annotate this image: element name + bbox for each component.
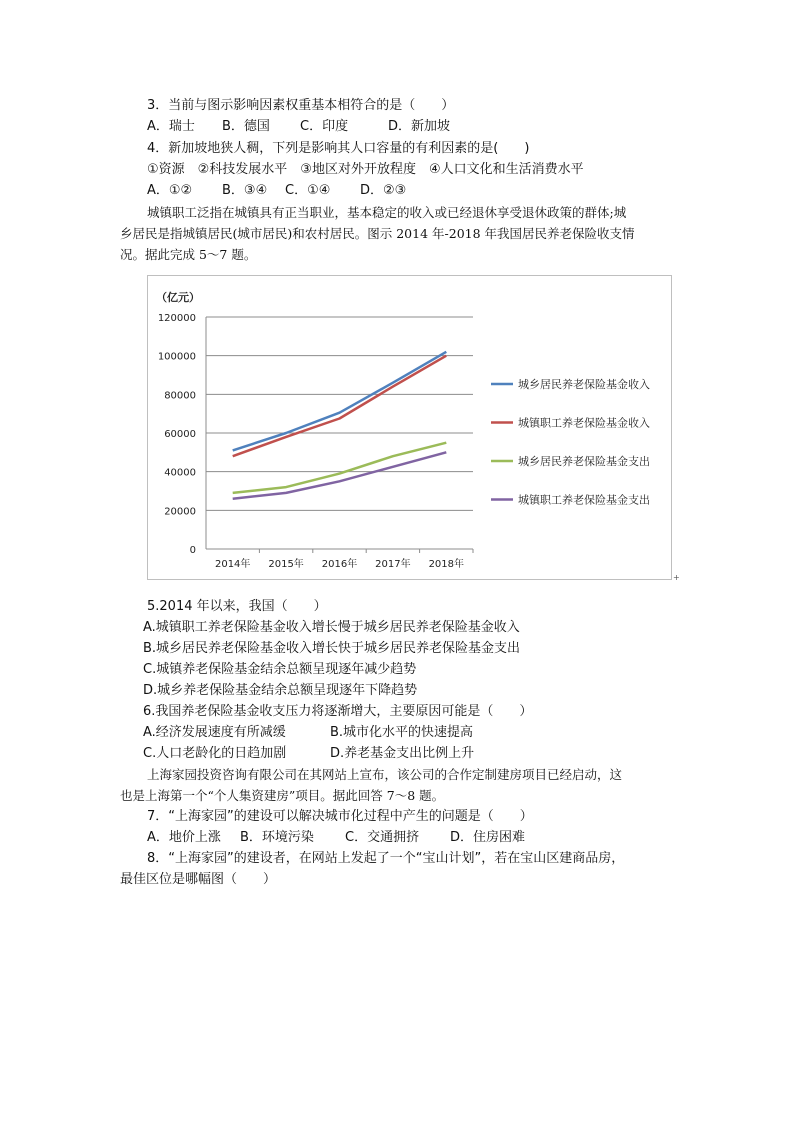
y-tick-label: 80000 (164, 390, 196, 402)
question-3-stem: 3．当前与图示影响因素权重基本相符合的是（ ） (147, 98, 455, 113)
question-6-stem: 6.我国养老保险基金收支压力将逐渐增大，主要原因可能是（ ） (143, 704, 533, 719)
x-tick-label: 2018年 (428, 559, 465, 570)
question-5-stem: 5.2014 年以来，我国（ ） (147, 599, 327, 614)
x-tick-label: 2015年 (268, 559, 304, 570)
passage-1-line-3: 况。据此完成 5～7 题。 (120, 247, 257, 262)
y-tick-label: 40000 (164, 467, 196, 479)
question-5-option-c: C.城镇养老保险基金结余总额呈现逐年减少趋势 (143, 662, 417, 677)
option-c: C.人口老龄化的日趋加剧 (143, 746, 287, 761)
option-d: D．②③ (360, 183, 407, 198)
option-d: D.养老基金支出比例上升 (330, 746, 475, 761)
question-8-line-2: 最佳区位是哪幅图（ ） (120, 872, 277, 887)
legend-label-2: 城镇职工养老保险基金收入 (518, 416, 650, 430)
series-line-4 (233, 452, 447, 498)
question-4-stem: 4．新加坡地狭人稠，下列是影响其人口容量的有利因素的是( ) (147, 141, 530, 156)
option-a: A．瑞士 (147, 119, 195, 134)
x-tick-label: 2016年 (321, 559, 358, 570)
legend-label-1: 城乡居民养老保险基金收入 (518, 378, 650, 391)
passage-2-line-1: 上海家园投资咨询有限公司在其网站上宣布，该公司的合作定制建房项目已经启动，这 (147, 767, 623, 782)
x-tick-label: 2014年 (214, 559, 251, 570)
option-b: B．环境污染 (240, 830, 314, 845)
y-unit-label: （亿元） (156, 291, 200, 304)
y-tick-label: 20000 (164, 506, 196, 518)
option-d: D．住房困难 (450, 830, 526, 845)
pension-fund-line-chart (147, 275, 672, 580)
option-a: A．地价上涨 (147, 830, 221, 845)
option-d: D．新加坡 (388, 119, 451, 134)
option-a: A．①② (147, 183, 193, 198)
option-c: C．①④ (285, 183, 331, 198)
y-tick-label: 120000 (157, 313, 196, 324)
y-tick-label: 0 (189, 545, 196, 556)
question-5-option-b: B.城乡居民养老保险基金收入增长快于城乡居民养老保险基金支出 (143, 641, 521, 656)
anchor-mark: + (673, 573, 680, 582)
option-c: C．印度 (300, 119, 349, 134)
question-5-option-d: D.城乡养老保险基金结余总额呈现逐年下降趋势 (143, 683, 418, 698)
y-tick-label: 100000 (157, 351, 196, 363)
series-line-1 (233, 352, 447, 451)
x-tick-label: 2017年 (375, 559, 411, 570)
question-8-line-1: 8．“上海家园”的建设者，在网站上发起了一个“宝山计划”，若在宝山区建商品房， (147, 851, 625, 866)
option-b: B.城市化水平的快速提高 (330, 725, 474, 740)
passage-2-line-2: 也是上海第一个“个人集资建房”项目。据此回答 7～8 题。 (120, 788, 445, 803)
question-7-stem: 7．“上海家园”的建设可以解决城市化过程中产生的问题是（ ） (147, 809, 533, 824)
question-4-factors: ①资源 ②科技发展水平 ③地区对外开放程度 ④人口文化和生活消费水平 (147, 162, 584, 177)
legend-label-4: 城镇职工养老保险基金支出 (518, 493, 650, 507)
option-b: B．③④ (222, 183, 268, 198)
option-b: B．德国 (222, 119, 270, 134)
question-5-option-a: A.城镇职工养老保险基金收入增长慢于城乡居民养老保险基金收入 (143, 620, 520, 635)
series-line-3 (233, 443, 447, 493)
option-a: A.经济发展速度有所减缓 (143, 725, 286, 740)
option-c: C．交通拥挤 (345, 830, 420, 845)
passage-1-line-1: 城镇职工泛指在城镇具有正当职业，基本稳定的收入或已经退休享受退休政策的群体;城 (147, 205, 627, 220)
y-tick-label: 60000 (164, 429, 196, 440)
passage-1-line-2: 乡居民是指城镇居民(城市居民)和农村居民。图示 2014 年-2018 年我国居民养老保险收支情 (120, 226, 635, 241)
legend-label-3: 城乡居民养老保险基金支出 (518, 455, 650, 468)
